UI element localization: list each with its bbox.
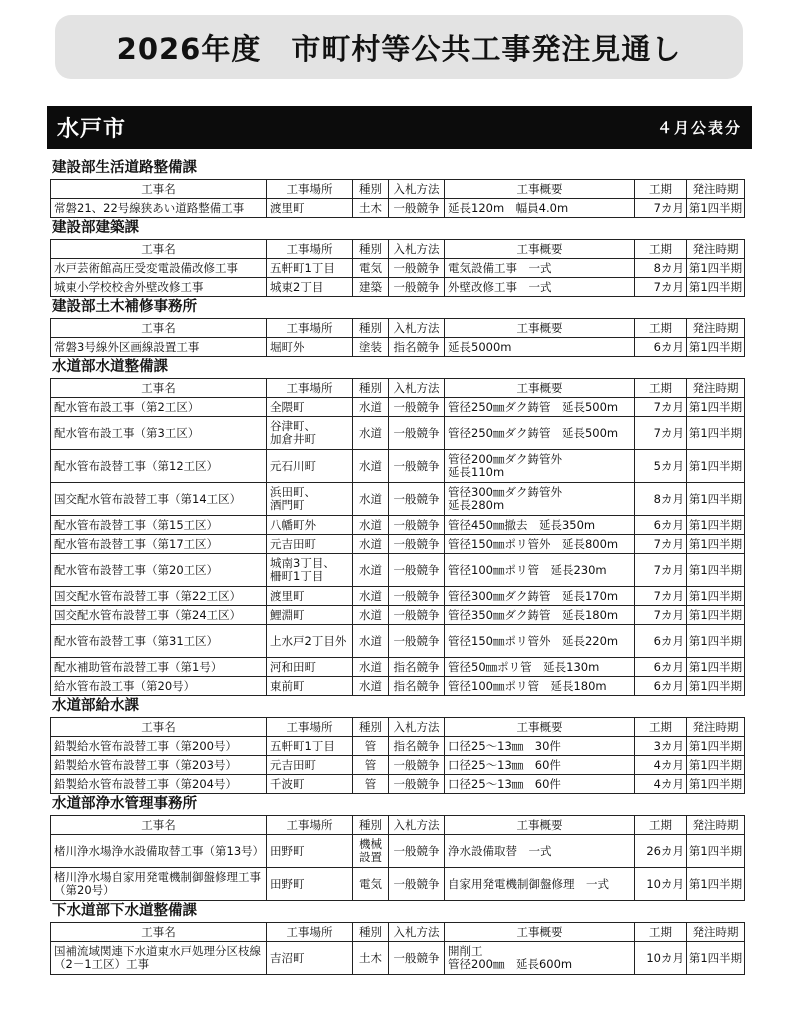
work-summary-cell: 延長5000m bbox=[445, 338, 635, 357]
work-summary-cell: 管径300㎜ダク鋳管 延長170m bbox=[445, 587, 635, 606]
work-type-cell: 土木 bbox=[353, 942, 389, 975]
work-period-cell: 26カ月 bbox=[635, 835, 687, 868]
table-header-row bbox=[51, 319, 745, 338]
column-header-work-type: 種別 bbox=[353, 718, 389, 737]
work-place-cell: 元吉田町 bbox=[267, 535, 353, 554]
bid-method-cell: 一般競争 bbox=[389, 450, 445, 483]
work-type-cell: 水道 bbox=[353, 516, 389, 535]
bid-method-cell: 一般競争 bbox=[389, 199, 445, 218]
work-place-cell: 千波町 bbox=[267, 775, 353, 794]
column-header-work-period: 工期 bbox=[635, 319, 687, 338]
column-header-order-timing: 発注時期 bbox=[687, 718, 745, 737]
order-timing-cell: 第1四半期 bbox=[687, 535, 745, 554]
work-summary-cell: 管径100㎜ポリ管 延長230m bbox=[445, 554, 635, 587]
work-place-cell: 田野町 bbox=[267, 835, 353, 868]
order-timing-cell: 第1四半期 bbox=[687, 756, 745, 775]
column-header-order-timing: 発注時期 bbox=[687, 319, 745, 338]
work-type-cell: 水道 bbox=[353, 398, 389, 417]
order-timing-cell: 第1四半期 bbox=[687, 658, 745, 677]
work-place-cell: 五軒町1丁目 bbox=[267, 737, 353, 756]
work-summary-cell: 管径100㎜ポリ管 延長180m bbox=[445, 677, 635, 696]
table-row bbox=[51, 942, 745, 975]
work-name-cell: 配水管布設工事（第2工区） bbox=[51, 398, 267, 417]
column-header-bid-method: 入札方法 bbox=[389, 240, 445, 259]
work-summary-cell: 管径250㎜ダク鋳管 延長500m bbox=[445, 398, 635, 417]
work-type-cell: 建築 bbox=[353, 278, 389, 297]
work-summary-cell: 管径250㎜ダク鋳管 延長500m bbox=[445, 417, 635, 450]
table-row bbox=[51, 835, 745, 868]
bid-method-cell: 指名競争 bbox=[389, 677, 445, 696]
bid-method-cell: 一般競争 bbox=[389, 417, 445, 450]
column-header-work-summary: 工事概要 bbox=[445, 180, 635, 199]
work-name-cell: 楮川浄水場浄水設備取替工事（第13号） bbox=[51, 835, 267, 868]
work-name-cell: 常磐3号線外区画線設置工事 bbox=[51, 338, 267, 357]
bid-method-cell: 一般競争 bbox=[389, 606, 445, 625]
column-header-work-name: 工事名 bbox=[51, 240, 267, 259]
column-header-work-summary: 工事概要 bbox=[445, 816, 635, 835]
department-section bbox=[47, 218, 752, 297]
work-period-cell: 7カ月 bbox=[635, 398, 687, 417]
work-name-cell: 配水管布設替工事（第12工区） bbox=[51, 450, 267, 483]
table-row bbox=[51, 677, 745, 696]
work-period-cell: 8カ月 bbox=[635, 259, 687, 278]
column-header-work-type: 種別 bbox=[353, 319, 389, 338]
table-header-row bbox=[51, 718, 745, 737]
column-header-work-name: 工事名 bbox=[51, 180, 267, 199]
column-header-order-timing: 発注時期 bbox=[687, 816, 745, 835]
bid-method-cell: 一般競争 bbox=[389, 259, 445, 278]
work-type-cell: 管 bbox=[353, 737, 389, 756]
department-section bbox=[47, 158, 752, 218]
column-header-work-summary: 工事概要 bbox=[445, 319, 635, 338]
column-header-work-type: 種別 bbox=[353, 816, 389, 835]
work-name-cell: 常磐21、22号線狭あい道路整備工事 bbox=[51, 199, 267, 218]
work-type-cell: 管 bbox=[353, 775, 389, 794]
work-type-cell: 水道 bbox=[353, 625, 389, 658]
column-header-work-place: 工事場所 bbox=[267, 180, 353, 199]
work-place-cell: 元吉田町 bbox=[267, 756, 353, 775]
order-timing-cell: 第1四半期 bbox=[687, 677, 745, 696]
work-table bbox=[50, 922, 745, 975]
column-header-work-name: 工事名 bbox=[51, 923, 267, 942]
bid-method-cell: 一般競争 bbox=[389, 775, 445, 794]
work-type-cell: 水道 bbox=[353, 417, 389, 450]
order-timing-cell: 第1四半期 bbox=[687, 587, 745, 606]
work-place-cell: 堀町外 bbox=[267, 338, 353, 357]
work-summary-cell: 浄水設備取替 一式 bbox=[445, 835, 635, 868]
work-name-cell: 配水管布設替工事（第20工区） bbox=[51, 554, 267, 587]
table-header-row bbox=[51, 379, 745, 398]
work-period-cell: 6カ月 bbox=[635, 677, 687, 696]
work-summary-cell: 自家用発電機制御盤修理 一式 bbox=[445, 868, 635, 901]
work-table bbox=[50, 318, 745, 357]
order-timing-cell: 第1四半期 bbox=[687, 417, 745, 450]
work-name-cell: 国補流域関連下水道東水戸処理分区枝線（2－1工区）工事 bbox=[51, 942, 267, 975]
column-header-work-name: 工事名 bbox=[51, 319, 267, 338]
work-name-cell: 配水管布設替工事（第17工区） bbox=[51, 535, 267, 554]
work-type-cell: 水道 bbox=[353, 535, 389, 554]
work-place-cell: 全隈町 bbox=[267, 398, 353, 417]
work-period-cell: 7カ月 bbox=[635, 554, 687, 587]
table-row bbox=[51, 868, 745, 901]
column-header-work-summary: 工事概要 bbox=[445, 923, 635, 942]
order-timing-cell: 第1四半期 bbox=[687, 554, 745, 587]
department-title: 下水道部下水道整備課 bbox=[52, 903, 197, 919]
work-name-cell: 楮川浄水場自家用発電機制御盤修理工事（第20号） bbox=[51, 868, 267, 901]
table-row bbox=[51, 554, 745, 587]
column-header-order-timing: 発注時期 bbox=[687, 180, 745, 199]
table-row bbox=[51, 587, 745, 606]
work-period-cell: 7カ月 bbox=[635, 606, 687, 625]
column-header-work-place: 工事場所 bbox=[267, 379, 353, 398]
table-row bbox=[51, 756, 745, 775]
table-row bbox=[51, 516, 745, 535]
work-name-cell: 城東小学校校舎外壁改修工事 bbox=[51, 278, 267, 297]
order-timing-cell: 第1四半期 bbox=[687, 199, 745, 218]
bid-method-cell: 一般競争 bbox=[389, 483, 445, 516]
table-row bbox=[51, 398, 745, 417]
column-header-work-place: 工事場所 bbox=[267, 319, 353, 338]
work-period-cell: 7カ月 bbox=[635, 417, 687, 450]
work-summary-cell: 口径25～13㎜ 60件 bbox=[445, 775, 635, 794]
order-timing-cell: 第1四半期 bbox=[687, 483, 745, 516]
work-place-cell: 渡里町 bbox=[267, 587, 353, 606]
work-summary-cell: 口径25～13㎜ 30件 bbox=[445, 737, 635, 756]
work-summary-cell: 管径300㎜ダク鋳管外 延長280m bbox=[445, 483, 635, 516]
work-period-cell: 8カ月 bbox=[635, 483, 687, 516]
order-timing-cell: 第1四半期 bbox=[687, 737, 745, 756]
work-table bbox=[50, 717, 745, 794]
work-period-cell: 6カ月 bbox=[635, 338, 687, 357]
department-section bbox=[47, 357, 752, 696]
work-period-cell: 7カ月 bbox=[635, 535, 687, 554]
work-name-cell: 国交配水管布設替工事（第22工区） bbox=[51, 587, 267, 606]
table-header-row bbox=[51, 923, 745, 942]
column-header-work-type: 種別 bbox=[353, 180, 389, 199]
table-row bbox=[51, 737, 745, 756]
column-header-work-place: 工事場所 bbox=[267, 923, 353, 942]
department-title: 水道部給水課 bbox=[52, 698, 139, 714]
city-header-bar bbox=[47, 106, 752, 149]
department-section bbox=[47, 297, 752, 357]
work-type-cell: 機械 設置 bbox=[353, 835, 389, 868]
bid-method-cell: 指名競争 bbox=[389, 658, 445, 677]
work-summary-cell: 延長120m 幅員4.0m bbox=[445, 199, 635, 218]
work-summary-cell: 電気設備工事 一式 bbox=[445, 259, 635, 278]
bid-method-cell: 一般競争 bbox=[389, 398, 445, 417]
table-header-row bbox=[51, 180, 745, 199]
work-type-cell: 水道 bbox=[353, 606, 389, 625]
work-place-cell: 鯉淵町 bbox=[267, 606, 353, 625]
bid-method-cell: 指名競争 bbox=[389, 338, 445, 357]
table-row bbox=[51, 483, 745, 516]
table-row bbox=[51, 417, 745, 450]
bid-method-cell: 一般競争 bbox=[389, 587, 445, 606]
bid-method-cell: 指名競争 bbox=[389, 737, 445, 756]
column-header-work-name: 工事名 bbox=[51, 816, 267, 835]
work-period-cell: 5カ月 bbox=[635, 450, 687, 483]
bid-method-cell: 一般競争 bbox=[389, 516, 445, 535]
work-type-cell: 水道 bbox=[353, 677, 389, 696]
column-header-work-summary: 工事概要 bbox=[445, 379, 635, 398]
work-table bbox=[50, 378, 745, 696]
work-place-cell: 渡里町 bbox=[267, 199, 353, 218]
work-period-cell: 6カ月 bbox=[635, 516, 687, 535]
work-table bbox=[50, 815, 745, 901]
work-type-cell: 電気 bbox=[353, 259, 389, 278]
department-title: 建設部土木補修事務所 bbox=[52, 299, 197, 315]
department-section bbox=[47, 901, 752, 975]
work-name-cell: 配水管布設工事（第3工区） bbox=[51, 417, 267, 450]
work-place-cell: 河和田町 bbox=[267, 658, 353, 677]
table-row bbox=[51, 658, 745, 677]
table-row bbox=[51, 278, 745, 297]
work-summary-cell: 管径50㎜ポリ管 延長130m bbox=[445, 658, 635, 677]
work-place-cell: 元石川町 bbox=[267, 450, 353, 483]
column-header-work-period: 工期 bbox=[635, 718, 687, 737]
table-row bbox=[51, 259, 745, 278]
column-header-work-period: 工期 bbox=[635, 816, 687, 835]
work-type-cell: 電気 bbox=[353, 868, 389, 901]
column-header-work-type: 種別 bbox=[353, 240, 389, 259]
bid-method-cell: 一般競争 bbox=[389, 278, 445, 297]
announcement-label: ４月公表分 bbox=[656, 119, 742, 137]
work-name-cell: 国交配水管布設替工事（第24工区） bbox=[51, 606, 267, 625]
work-summary-cell: 管径350㎜ダク鋳管 延長180m bbox=[445, 606, 635, 625]
work-period-cell: 6カ月 bbox=[635, 658, 687, 677]
table-row bbox=[51, 199, 745, 218]
work-name-cell: 配水管布設替工事（第15工区） bbox=[51, 516, 267, 535]
table-row bbox=[51, 606, 745, 625]
bid-method-cell: 一般競争 bbox=[389, 535, 445, 554]
department-section bbox=[47, 696, 752, 794]
work-period-cell: 10カ月 bbox=[635, 868, 687, 901]
order-timing-cell: 第1四半期 bbox=[687, 338, 745, 357]
column-header-order-timing: 発注時期 bbox=[687, 240, 745, 259]
work-place-cell: 八幡町外 bbox=[267, 516, 353, 535]
work-name-cell: 配水補助管布設替工事（第1号） bbox=[51, 658, 267, 677]
work-table bbox=[50, 239, 745, 297]
work-type-cell: 塗装 bbox=[353, 338, 389, 357]
department-section bbox=[47, 794, 752, 901]
work-summary-cell: 管径200㎜ダク鋳管外 延長110m bbox=[445, 450, 635, 483]
column-header-bid-method: 入札方法 bbox=[389, 718, 445, 737]
work-type-cell: 水道 bbox=[353, 483, 389, 516]
work-name-cell: 国交配水管布設替工事（第14工区） bbox=[51, 483, 267, 516]
work-type-cell: 土木 bbox=[353, 199, 389, 218]
work-place-cell: 城南3丁目、 柵町1丁目 bbox=[267, 554, 353, 587]
column-header-work-place: 工事場所 bbox=[267, 816, 353, 835]
column-header-work-name: 工事名 bbox=[51, 379, 267, 398]
work-period-cell: 7カ月 bbox=[635, 199, 687, 218]
column-header-bid-method: 入札方法 bbox=[389, 816, 445, 835]
order-timing-cell: 第1四半期 bbox=[687, 259, 745, 278]
work-type-cell: 管 bbox=[353, 756, 389, 775]
work-table bbox=[50, 179, 745, 218]
table-row bbox=[51, 775, 745, 794]
department-title: 建設部建築課 bbox=[52, 220, 139, 236]
work-place-cell: 上水戸2丁目外 bbox=[267, 625, 353, 658]
work-type-cell: 水道 bbox=[353, 658, 389, 677]
order-timing-cell: 第1四半期 bbox=[687, 835, 745, 868]
page-title: 2026年度 市町村等公共工事発注見通し bbox=[55, 15, 743, 79]
order-timing-cell: 第1四半期 bbox=[687, 278, 745, 297]
work-period-cell: 4カ月 bbox=[635, 775, 687, 794]
bid-method-cell: 一般競争 bbox=[389, 756, 445, 775]
work-type-cell: 水道 bbox=[353, 554, 389, 587]
work-period-cell: 4カ月 bbox=[635, 756, 687, 775]
order-timing-cell: 第1四半期 bbox=[687, 606, 745, 625]
work-period-cell: 6カ月 bbox=[635, 625, 687, 658]
order-timing-cell: 第1四半期 bbox=[687, 868, 745, 901]
work-summary-cell: 外壁改修工事 一式 bbox=[445, 278, 635, 297]
work-name-cell: 鉛製給水管布設替工事（第200号） bbox=[51, 737, 267, 756]
order-timing-cell: 第1四半期 bbox=[687, 775, 745, 794]
column-header-work-type: 種別 bbox=[353, 379, 389, 398]
table-row bbox=[51, 535, 745, 554]
column-header-work-summary: 工事概要 bbox=[445, 718, 635, 737]
work-name-cell: 鉛製給水管布設替工事（第203号） bbox=[51, 756, 267, 775]
column-header-bid-method: 入札方法 bbox=[389, 319, 445, 338]
column-header-bid-method: 入札方法 bbox=[389, 923, 445, 942]
column-header-work-summary: 工事概要 bbox=[445, 240, 635, 259]
department-title: 建設部生活道路整備課 bbox=[52, 160, 197, 176]
department-title: 水道部水道整備課 bbox=[52, 359, 168, 375]
department-title: 水道部浄水管理事務所 bbox=[52, 796, 197, 812]
work-summary-cell: 管径150㎜ポリ管外 延長220m bbox=[445, 625, 635, 658]
table-row bbox=[51, 450, 745, 483]
bid-method-cell: 一般競争 bbox=[389, 554, 445, 587]
table-row bbox=[51, 625, 745, 658]
column-header-work-name: 工事名 bbox=[51, 718, 267, 737]
work-name-cell: 水戸芸術館高圧受変電設備改修工事 bbox=[51, 259, 267, 278]
work-place-cell: 五軒町1丁目 bbox=[267, 259, 353, 278]
column-header-order-timing: 発注時期 bbox=[687, 379, 745, 398]
column-header-work-period: 工期 bbox=[635, 379, 687, 398]
work-name-cell: 鉛製給水管布設替工事（第204号） bbox=[51, 775, 267, 794]
work-place-cell: 谷津町、 加倉井町 bbox=[267, 417, 353, 450]
work-type-cell: 水道 bbox=[353, 587, 389, 606]
order-timing-cell: 第1四半期 bbox=[687, 942, 745, 975]
table-row bbox=[51, 338, 745, 357]
work-period-cell: 7カ月 bbox=[635, 587, 687, 606]
work-period-cell: 3カ月 bbox=[635, 737, 687, 756]
column-header-work-period: 工期 bbox=[635, 923, 687, 942]
work-period-cell: 10カ月 bbox=[635, 942, 687, 975]
column-header-work-period: 工期 bbox=[635, 240, 687, 259]
column-header-bid-method: 入札方法 bbox=[389, 180, 445, 199]
work-name-cell: 配水管布設替工事（第31工区） bbox=[51, 625, 267, 658]
order-timing-cell: 第1四半期 bbox=[687, 398, 745, 417]
work-summary-cell: 管径150㎜ポリ管外 延長800m bbox=[445, 535, 635, 554]
work-name-cell: 給水管布設工事（第20号） bbox=[51, 677, 267, 696]
column-header-work-type: 種別 bbox=[353, 923, 389, 942]
column-header-order-timing: 発注時期 bbox=[687, 923, 745, 942]
work-place-cell: 東前町 bbox=[267, 677, 353, 696]
bid-method-cell: 一般競争 bbox=[389, 625, 445, 658]
work-place-cell: 浜田町、 酒門町 bbox=[267, 483, 353, 516]
order-timing-cell: 第1四半期 bbox=[687, 516, 745, 535]
order-timing-cell: 第1四半期 bbox=[687, 450, 745, 483]
column-header-work-period: 工期 bbox=[635, 180, 687, 199]
work-place-cell: 城東2丁目 bbox=[267, 278, 353, 297]
work-period-cell: 7カ月 bbox=[635, 278, 687, 297]
work-place-cell: 田野町 bbox=[267, 868, 353, 901]
order-timing-cell: 第1四半期 bbox=[687, 625, 745, 658]
column-header-work-place: 工事場所 bbox=[267, 240, 353, 259]
bid-method-cell: 一般競争 bbox=[389, 868, 445, 901]
department-sections bbox=[47, 158, 752, 975]
column-header-work-place: 工事場所 bbox=[267, 718, 353, 737]
work-type-cell: 水道 bbox=[353, 450, 389, 483]
work-summary-cell: 口径25～13㎜ 60件 bbox=[445, 756, 635, 775]
bid-method-cell: 一般競争 bbox=[389, 835, 445, 868]
table-header-row bbox=[51, 816, 745, 835]
city-name: 水戸市 bbox=[57, 117, 127, 142]
bid-method-cell: 一般競争 bbox=[389, 942, 445, 975]
work-summary-cell: 管径450㎜撤去 延長350m bbox=[445, 516, 635, 535]
column-header-bid-method: 入札方法 bbox=[389, 379, 445, 398]
table-header-row bbox=[51, 240, 745, 259]
work-summary-cell: 開削工 管径200㎜ 延長600m bbox=[445, 942, 635, 975]
work-place-cell: 吉沼町 bbox=[267, 942, 353, 975]
